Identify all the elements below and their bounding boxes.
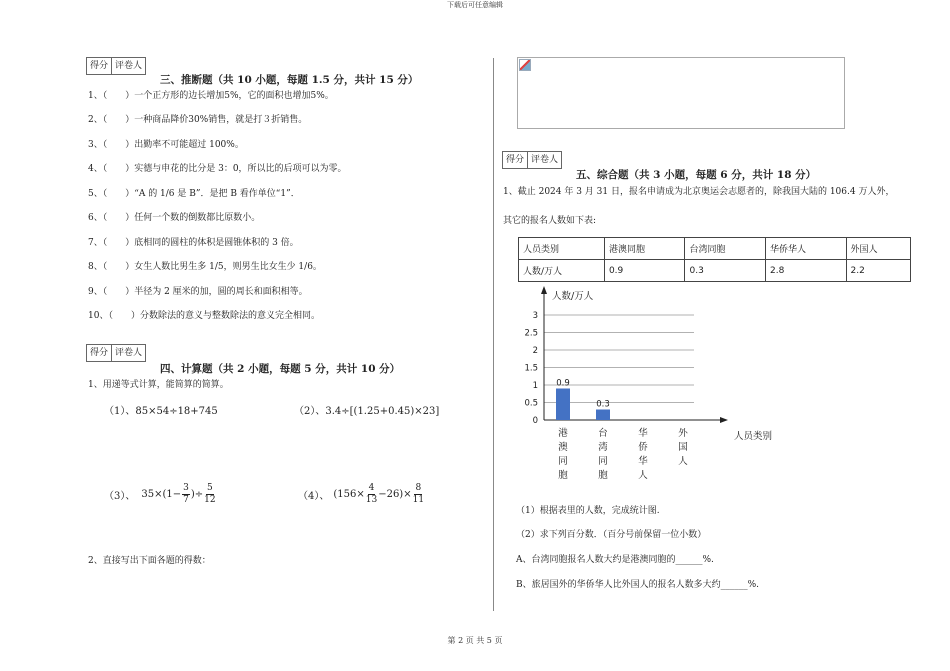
table-cell: 2.8 <box>766 260 847 282</box>
expression-2: （2）、3.4÷[(1.25+0.45)×23] <box>294 406 440 417</box>
table-cell: 0.3 <box>685 260 766 282</box>
question-item: 3、（ ）出勤率不可能超过 100%。 <box>88 140 244 150</box>
grader-label: 评卷人 <box>111 345 145 361</box>
table-cell: 华侨华人 <box>766 238 847 260</box>
question-item: 1、（ ）一个正方形的边长增加5%，它的面积也增加5%。 <box>88 91 334 101</box>
expression-3-mid: )÷ <box>190 489 204 500</box>
section4-title: 四、计算题（共 2 小题，每题 5 分，共计 10 分） <box>160 363 401 375</box>
expression-4 <box>298 483 425 506</box>
expression-4-label: （4）、 <box>298 491 330 502</box>
x-tick-label: 港澳同胞 <box>558 428 568 481</box>
y-tick-label: 3 <box>532 311 538 321</box>
y-tick-label: 1 <box>532 381 538 391</box>
table-row <box>519 260 911 282</box>
question-item: 9、（ ）半径为 2 厘米的加，圆的周长和面积相等。 <box>88 287 308 297</box>
table-cell: 港澳同胞 <box>604 238 685 260</box>
x-tick-label: 外国人 <box>678 428 688 467</box>
column-divider <box>493 58 494 611</box>
fraction: $\frac{5}{12}$ <box>204 483 216 505</box>
x-tick-label: 台湾同胞 <box>598 428 608 481</box>
score-box <box>86 344 146 362</box>
y-axis-arrow <box>541 286 547 294</box>
section5-intro-line1: 1、截止 2024 年 3 月 31 日，报名申请成为北京奥运会志愿者的，除我国大陆的 106.4 万人外， <box>503 187 895 197</box>
question-item: 4、（ ）实德与申花的比分是 3：0，所以比的后项可以为零。 <box>88 164 347 174</box>
data-table <box>518 237 911 282</box>
section3-title: 三、推断题（共 10 小题，每题 1.5 分，共计 15 分） <box>160 74 419 86</box>
page-footer: 第 2 页 共 5 页 <box>447 636 503 645</box>
score-label: 得分 <box>90 61 109 71</box>
table-cell: 人员类别 <box>519 238 605 260</box>
sub-question-2: （2）求下列百分数．（百分号前保留一位小数） <box>516 530 707 540</box>
section4-q2: 2、直接写出下面各题的得数： <box>88 556 211 566</box>
expression-3 <box>104 483 217 506</box>
grader-label: 评卷人 <box>527 152 561 168</box>
bar-data-label: 0.3 <box>596 399 610 410</box>
score-box <box>86 57 146 75</box>
image-placeholder <box>517 57 845 129</box>
question-item: 5、（ ）“A 的 1/6 是 B”．是把 B 看作单位“1”． <box>88 189 300 199</box>
question-item: 7、（ ）底相同的圆柱的体积是圆锥体积的 3 倍。 <box>88 238 299 248</box>
y-axis-label: 人数/万人 <box>552 291 594 302</box>
grader-label: 评卷人 <box>111 58 145 74</box>
fraction: $\frac{3}{7}$ <box>183 483 189 505</box>
header-note: 下载后可任意编辑 <box>447 1 503 9</box>
score-box <box>502 151 562 169</box>
table-cell: 台湾同胞 <box>685 238 766 260</box>
y-tick-label: 0.5 <box>524 398 538 409</box>
table-cell: 外国人 <box>846 238 910 260</box>
section5-intro-line2: 其它的报名人数如下表: <box>503 216 597 226</box>
x-axis-arrow <box>720 417 728 423</box>
y-tick-label: 2.5 <box>524 328 538 339</box>
table-cell: 人数/万人 <box>519 260 605 282</box>
score-label: 得分 <box>90 348 109 358</box>
sub-question-b: B、旅居国外的华侨华人比外国人的报名人数多大约______%. <box>516 580 760 590</box>
fraction: $\frac{8}{11}$ <box>412 483 425 505</box>
score-label: 得分 <box>506 155 525 165</box>
section5-title: 五、综合题（共 3 小题，每题 6 分，共计 18 分） <box>576 169 817 181</box>
question-item: 8、（ ）女生人数比男生多 1/5，则男生比女生少 1/6。 <box>88 262 322 272</box>
expression-4-mid: −26)× <box>378 489 412 500</box>
broken-image-icon <box>519 59 531 71</box>
bar-chart <box>508 280 773 485</box>
question-item: 10、（ ）分数除法的意义与整数除法的意义完全相同。 <box>88 311 320 321</box>
y-tick-label: 0 <box>532 416 538 426</box>
bar <box>556 389 570 421</box>
expression-3-label: （3）、 <box>104 491 136 502</box>
table-cell: 2.2 <box>846 260 910 282</box>
expression-3-pre: 35×(1− <box>141 489 182 500</box>
x-tick-label: 华侨华人 <box>638 428 648 481</box>
y-tick-label: 1.5 <box>524 363 538 374</box>
expression-4-pre: (156× <box>333 489 365 500</box>
x-axis-label: 人员类别 <box>734 431 773 442</box>
question-item: 2、（ ）一种商品降价30%销售，就是打３折销售。 <box>88 115 308 125</box>
table-header-row <box>519 238 911 260</box>
question-item: 6、（ ）任何一个数的倒数都比原数小。 <box>88 213 261 223</box>
sub-question-1: （1）根据表里的人数，完成统计图. <box>516 506 660 516</box>
section4-q1: 1、用递等式计算，能简算的简算。 <box>88 380 229 390</box>
table-cell: 0.9 <box>604 260 685 282</box>
fraction: $\frac{4}{13}$ <box>365 483 378 505</box>
bar-data-label: 0.9 <box>556 378 570 389</box>
bar <box>596 410 610 421</box>
sub-question-a: A、台湾同胞报名人数大约是港澳同胞的______%. <box>516 555 714 565</box>
expression-1: （1）、85×54÷18+745 <box>104 406 218 417</box>
y-tick-label: 2 <box>532 346 538 356</box>
